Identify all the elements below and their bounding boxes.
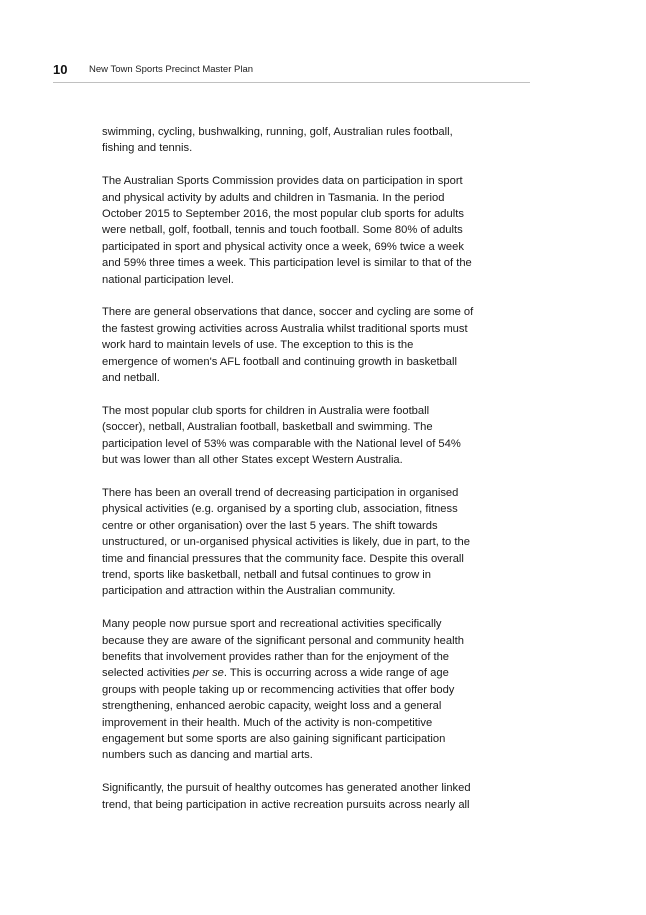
- paragraph-2: [102, 173, 472, 288]
- italic-term: per se: [192, 667, 224, 680]
- text-line: unstructured, or un-organised physical activities is likely, due in part, to the: [102, 536, 470, 549]
- page-header: [53, 62, 530, 82]
- page-number: 10: [53, 62, 68, 77]
- text-line: strengthening, enhanced aerobic capacity, weight loss and a general: [102, 700, 442, 713]
- paragraph-3: [102, 304, 472, 386]
- text-line: and netball.: [102, 372, 160, 385]
- text-line: and physical activity by adults and children in Tasmania. In the period: [102, 191, 445, 204]
- text-line: The most popular club sports for children in Australia were football: [102, 404, 430, 417]
- text-line: and 59% three times a week. This participation level is similar to that of the: [102, 257, 472, 270]
- text-line: trend, sports like basketball, netball and futsal continues to grow in: [102, 568, 431, 581]
- text-line: time and financial pressures that the community face. Despite this overall: [102, 552, 464, 565]
- paragraph-6: [102, 616, 472, 764]
- text-line: Significantly, the pursuit of healthy outcomes has generated another linked: [102, 782, 471, 795]
- paragraph-7: [102, 780, 472, 813]
- paragraph-5: [102, 485, 472, 600]
- text-line: There has been an overall trend of decreasing participation in organised: [102, 486, 459, 499]
- text-line: participated in sport and physical activity once a week, 69% twice a week: [102, 240, 464, 253]
- text-line: October 2015 to September 2016, the most popular club sports for adults: [102, 208, 464, 221]
- text-line: numbers such as dancing and martial arts.: [102, 749, 313, 762]
- text-run: selected activities: [102, 667, 193, 680]
- text-line: groups with people taking up or recommencing activities that offer body: [102, 683, 455, 696]
- text-line: fishing and tennis.: [102, 142, 193, 155]
- text-line: [102, 665, 472, 681]
- text-line: but was lower than all other States except Western Australia.: [102, 454, 403, 467]
- text-line: because they are aware of the significant personal and community health: [102, 634, 464, 647]
- text-line: The Australian Sports Commission provides data on participation in sport: [102, 175, 463, 188]
- header-divider: [53, 82, 530, 83]
- text-line: centre or other organisation) over the last 5 years. The shift towards: [102, 519, 438, 532]
- text-line: participation level of 53% was comparable with the National level of 54%: [102, 437, 461, 450]
- text-line: participation and attraction within the Australian community.: [102, 585, 396, 598]
- paragraph-1: [102, 124, 472, 157]
- text-line: benefits that involvement provides rather than for the enjoyment of the: [102, 650, 450, 663]
- text-line: engagement but some sports are also gaining significant participation: [102, 732, 446, 745]
- text-line: were netball, golf, football, tennis and touch football. Some 80% of adults: [102, 224, 463, 237]
- text-line: national participation level.: [102, 273, 234, 286]
- text-line: work hard to maintain levels of use. The exception to this is the: [102, 339, 414, 352]
- text-line: improvement in their health. Much of the activity is non-competitive: [102, 716, 433, 729]
- body-text: [102, 124, 472, 829]
- text-line: the fastest growing activities across Australia whilst traditional sports must: [102, 322, 468, 335]
- text-line: physical activities (e.g. organised by a sporting club, association, fitness: [102, 503, 458, 516]
- text-line: (soccer), netball, Australian football, basketball and swimming. The: [102, 421, 433, 434]
- text-line: Many people now pursue sport and recreational activities specifically: [102, 618, 442, 631]
- text-line: There are general observations that dance, soccer and cycling are some of: [102, 306, 474, 319]
- text-line: trend, that being participation in active recreation pursuits across nearly all: [102, 798, 470, 811]
- text-run: . This is occurring across a wide range of age: [223, 667, 449, 680]
- document-title: New Town Sports Precinct Master Plan: [89, 64, 254, 75]
- paragraph-4: [102, 403, 472, 469]
- text-line: emergence of women's AFL football and continuing growth in basketball: [102, 355, 457, 368]
- text-line: swimming, cycling, bushwalking, running, golf, Australian rules football,: [102, 126, 453, 138]
